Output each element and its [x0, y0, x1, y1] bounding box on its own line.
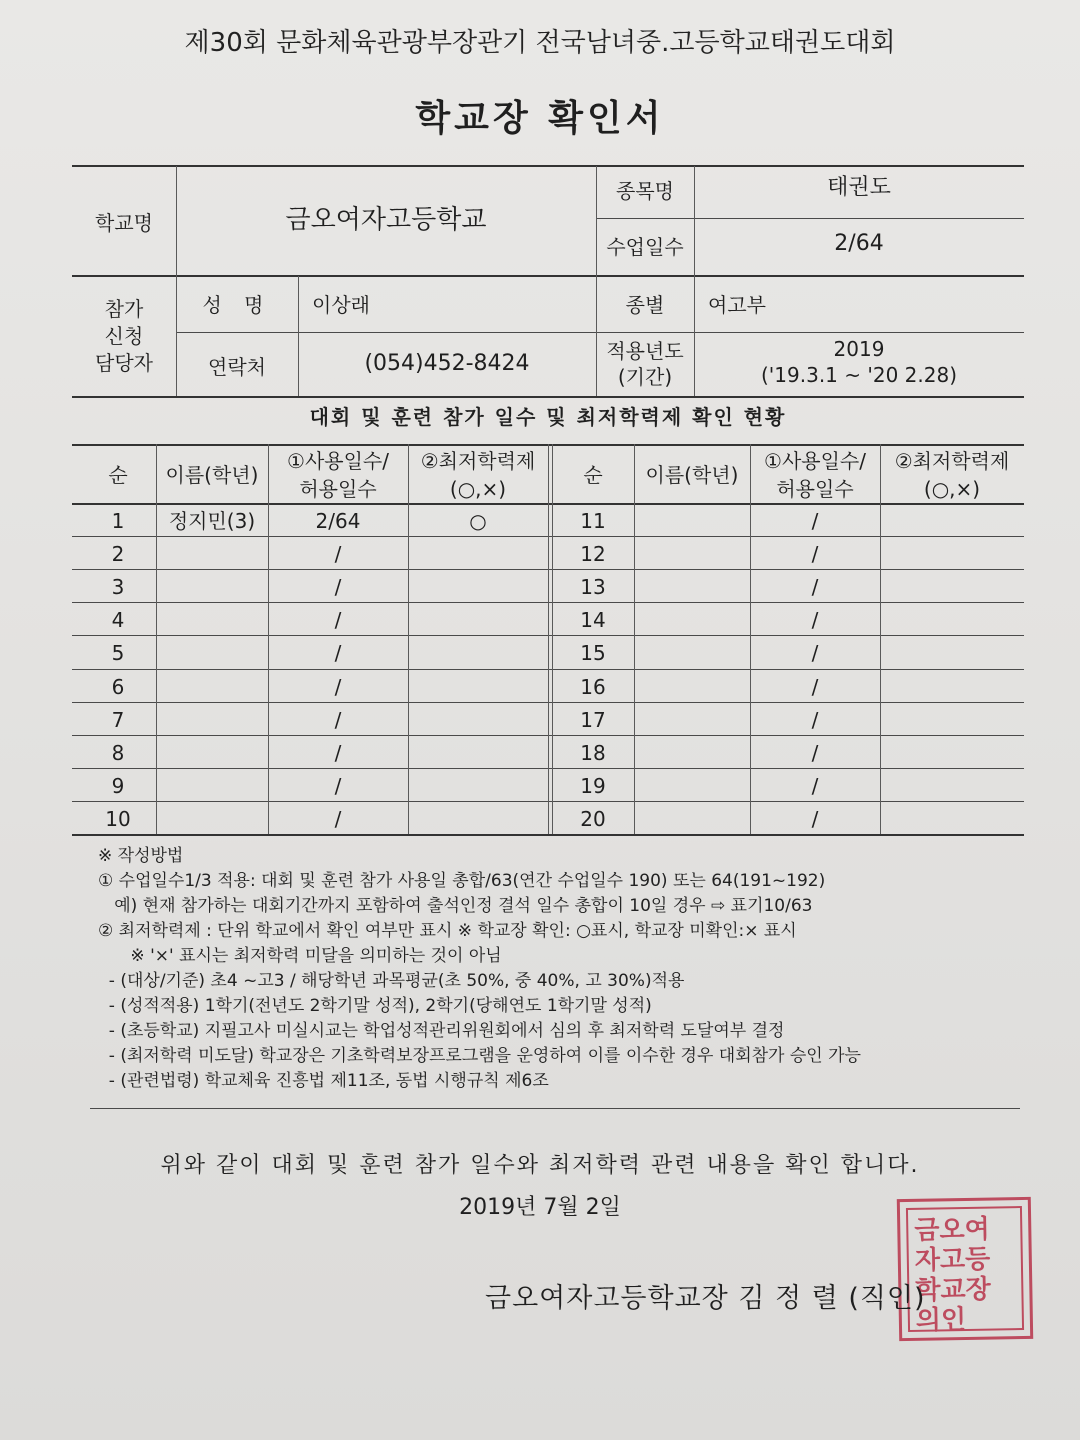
table-cell-days: /: [811, 741, 819, 765]
section-title: 대회 및 훈련 참가 일수 및 최저학력제 확인 현황: [309, 405, 787, 429]
table-cell-no: 1: [111, 509, 125, 533]
table-cell-no: 8: [111, 741, 125, 765]
header-name-left: 이름(학년): [165, 463, 259, 487]
table-cell-no: 18: [580, 741, 606, 765]
table-hline: [72, 834, 1024, 836]
writing-instructions: [98, 844, 861, 1094]
table-cell-days: /: [811, 608, 819, 632]
document-title: 학교장 확인서: [415, 98, 665, 139]
header-days-left-1: ①사용일수/: [287, 449, 389, 473]
school-value: 금오여자고등학교: [285, 205, 487, 235]
header-no-left: 순: [108, 463, 128, 487]
table-cell-no: 2: [111, 542, 125, 566]
info-bottom-border: [72, 396, 1024, 398]
name-label: 성 명: [202, 293, 272, 317]
contact-value: (054)452-8424: [364, 351, 530, 376]
school-label: 학교명: [95, 211, 153, 235]
note-line: - (대상/기준) 초4 ~고3 / 해당학년 과목평균(초 50%, 중 40%, 고 30%)적용: [98, 971, 685, 991]
table-cell-no: 3: [111, 575, 125, 599]
info-line-name: [176, 332, 1024, 333]
table-cell-days: /: [334, 774, 342, 798]
table-cell-days: /: [334, 741, 342, 765]
confirmation-date: 2019년 7월 2일: [459, 1195, 621, 1220]
table-cell-no: 9: [111, 774, 125, 798]
header-acad-right-1: ②최저학력제: [894, 449, 1010, 473]
table-cell-name: 정지민(3): [168, 509, 256, 533]
table-cell-days: /: [811, 708, 819, 732]
event-heading: 제30회 문화체육관광부장관기 전국남녀중.고등학교태권도대회: [184, 28, 896, 58]
table-cell-no: 11: [580, 509, 606, 533]
sport-label: 종목명: [616, 179, 674, 203]
seal-text: 금오여자고등학교장의인: [914, 1214, 991, 1336]
table-vline: [880, 444, 881, 834]
notes-bottom-line: [90, 1108, 1020, 1109]
table-vline: [156, 444, 157, 834]
note-line: - (최저학력 미도달) 학교장은 기초학력보장프로그램을 운영하여 이를 이수한 경우 대회참가 승인 가능: [98, 1046, 861, 1066]
header-no-right: 순: [583, 463, 603, 487]
year-label-2: (기간): [617, 365, 673, 389]
table-cell-days: /: [811, 774, 819, 798]
table-vline: [634, 444, 635, 834]
table-cell-days: /: [334, 641, 342, 665]
division-value: 여고부: [708, 293, 766, 317]
table-cell-no: 4: [111, 608, 125, 632]
note-line: ※ '×' 표시는 최저학력 미달을 의미하는 것이 아님: [98, 946, 502, 966]
header-acad-left-1: ②최저학력제: [420, 449, 536, 473]
official-seal: [897, 1197, 1033, 1341]
division-label: 종별: [625, 293, 665, 317]
header-acad-right-2: (○,×): [923, 477, 981, 501]
table-cell-days: /: [811, 509, 819, 533]
table-cell-days: /: [811, 575, 819, 599]
table-cell-days: /: [334, 608, 342, 632]
table-cell-no: 17: [580, 708, 606, 732]
table-cell-days: /: [334, 675, 342, 699]
table-cell-days: /: [811, 641, 819, 665]
year-value: 2019: [833, 337, 885, 361]
class-days-label: 수업일수: [606, 235, 684, 259]
info-line-sport: [596, 218, 1024, 219]
table-cell-days: /: [811, 675, 819, 699]
header-acad-left-2: (○,×): [449, 477, 507, 501]
table-vline: [548, 444, 549, 834]
note-line: ② 최저학력제 : 단위 학교에서 확인 여부만 표시 ※ 학교장 확인: ○표시, 학교장 미확인:× 표시: [98, 921, 797, 941]
table-cell-no: 6: [111, 675, 125, 699]
info-mid-border: [72, 275, 1024, 277]
header-days-right-2: 허용일수: [776, 477, 854, 501]
principal-signature: 금오여자고등학교장 김 정 렬 (직인): [485, 1283, 926, 1314]
table-vline: [408, 444, 409, 834]
table-cell-no: 19: [580, 774, 606, 798]
table-cell-no: 10: [105, 807, 131, 831]
table-cell-days: /: [334, 708, 342, 732]
class-days-value: 2/64: [834, 231, 884, 256]
table-cell-days: /: [334, 575, 342, 599]
info-top-border: [72, 165, 1024, 167]
note-line: ① 수업일수1/3 적용: 대회 및 훈련 참가 사용일 총합/63(연간 수업일수 190) 또는 64(191~192): [98, 871, 826, 891]
table-cell-days: /: [334, 542, 342, 566]
contact-label: 연락처: [208, 355, 266, 379]
table-cell-no: 14: [580, 608, 606, 632]
name-value: 이상래: [312, 293, 370, 317]
table-cell-days: /: [334, 807, 342, 831]
manager-label: 참가 신청 담당자: [95, 297, 153, 375]
confirmation-text: 위와 같이 대회 및 훈련 참가 일수와 최저학력 관련 내용을 확인 합니다.: [160, 1153, 920, 1178]
table-cell-acad: ○: [469, 509, 487, 533]
header-days-left-2: 허용일수: [299, 477, 377, 501]
note-line: - (성적적용) 1학기(전년도 2학기말 성적), 2학기(당해연도 1학기말 성적): [98, 996, 652, 1016]
table-cell-no: 15: [580, 641, 606, 665]
table-cell-days: 2/64: [315, 509, 361, 533]
note-line: - (초등학교) 지필고사 미실시교는 학업성적관리위원회에서 심의 후 최저학력 도달여부 결정: [98, 1021, 785, 1041]
year-period: ('19.3.1 ~ '20 2.28): [760, 363, 958, 387]
note-line: 예) 현재 참가하는 대회기간까지 포함하여 출석인정 결석 일수 총합이 10일 경우 ⇨ 표기10/63: [98, 896, 813, 916]
note-line: - (관련법령) 학교체육 진흥법 제11조, 동법 시행규칙 제6조: [98, 1071, 549, 1091]
sport-value: 태권도: [827, 175, 891, 200]
table-cell-no: 7: [111, 708, 125, 732]
table-cell-no: 13: [580, 575, 606, 599]
header-name-right: 이름(학년): [645, 463, 739, 487]
table-cell-days: /: [811, 542, 819, 566]
header-days-right-1: ①사용일수/: [764, 449, 866, 473]
year-label-1: 적용년도: [606, 339, 684, 363]
table-cell-no: 16: [580, 675, 606, 699]
table-cell-no: 5: [111, 641, 125, 665]
table-cell-no: 20: [580, 807, 606, 831]
note-line: ※ 작성방법: [98, 846, 184, 866]
table-cell-no: 12: [580, 542, 606, 566]
table-cell-days: /: [811, 807, 819, 831]
